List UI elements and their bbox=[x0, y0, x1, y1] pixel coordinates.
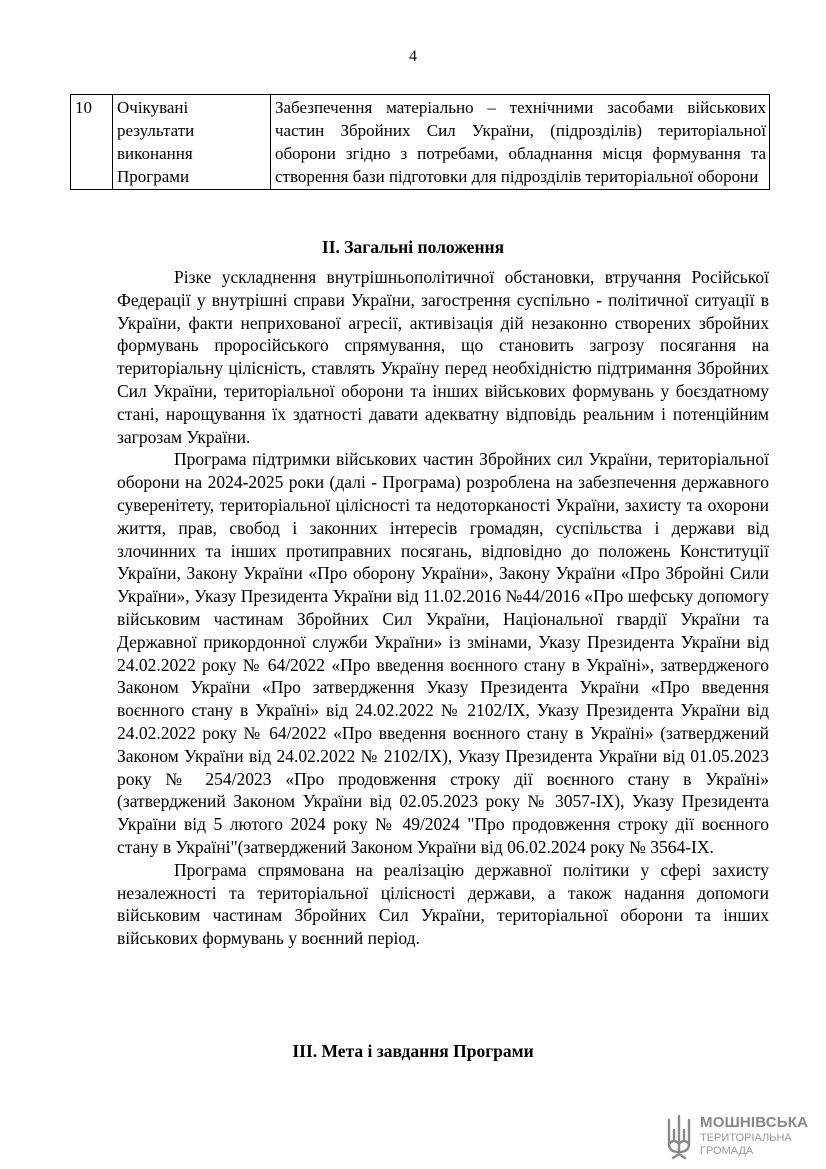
program-info-table bbox=[70, 94, 770, 190]
row-name-line: виконання bbox=[117, 144, 193, 163]
row-name-line: Очікувані bbox=[117, 98, 189, 117]
logo-title: МОШНІВСЬКА bbox=[700, 1114, 809, 1131]
section-heading-general: ІІ. Загальні положення bbox=[321, 237, 505, 257]
table-row bbox=[71, 95, 770, 190]
paragraph: Програма спрямована на реалізацію державної політики у сфері захисту незалежності та територіальної цілісності держави, а також надання допомоги військовим частинам Збройних Сил України, територіальної оборони та інших військових формувань у воєнний період. bbox=[117, 859, 769, 949]
logo-subtitle bbox=[700, 1132, 792, 1158]
paragraph: Програма підтримки військових частин Збройних сил України, територіальної оборони на 2024-2025 роки (далі - Програма) розроблена на забезпечення державного суверенітету, територіальної цілісності та недоторканості України, захисту та охорони життя, прав, свобод і законних інтересів громадян, суспільства і держави від злочинних та інших протиправних посягань, відповідно до положень Конституції України, Закону України «Про оборону України», Закону України «Про Збройні Сили України», Указу Президента України від 11.02.2016 №44/2016 «Про шефську допомогу військовим частинам Збройних Сил України, Національної гвардії України та Державної прикордонної служби України» із змінами, Указу Президента України від 24.02.2022 року № 64/2022 «Про введення воєнного стану в Україні», затвердженого Законом України «Про затвердження Указу Президента України «Про введення воєнного стану в Україні» від 24.02.2022 № 2102/ІХ, Указу Президента України від 24.02.2022 року № 64/2022 «Про введення воєнного стану в Україні» (затверджений Законом України від 24.02.2022 № 2102/ІХ), Указу Президента України від 01.05.2023 року № 254/2023 «Про продовження строку дії воєнного стану в Україні» (затверджений Законом України від 02.05.2023 року № 3057-ІХ), Указу Президента України від 5 лютого 2024 року № 49/2024 "Про продовження строку дії воєнного стану в Україні"(затверджений Законом України від 06.02.2024 року № 3564-ІХ. bbox=[117, 449, 769, 857]
row-number-cell: 10 bbox=[71, 95, 113, 190]
row-description-cell: Забезпечення матеріально – технічними засобами військових частин Збройних Сил України, (підрозділів) територіальної оборони згідно з потребами, обладнання місця формування та створення бази підготовки для підрозділів територіальної оборони bbox=[271, 95, 770, 190]
community-logo bbox=[664, 1112, 814, 1162]
row-name-line: результати bbox=[117, 121, 195, 140]
trident-icon bbox=[664, 1114, 694, 1160]
logo-subtitle-line: ГРОМАДА bbox=[700, 1145, 754, 1157]
section-heading-goals: ІІІ. Мета і завдання Програми bbox=[292, 1041, 534, 1061]
page-number: 4 bbox=[409, 48, 417, 65]
section-body-general bbox=[117, 266, 769, 950]
row-name-cell bbox=[113, 95, 271, 190]
paragraph: Різке ускладнення внутрішньополітичної обстановки, втручання Російської Федерації у внутрішні справи України, загострення суспільно - політичної ситуації в України, факти неприхованої агресії, активізація дій незаконно створених збройних формувань проросійського спрямування, що становить загрозу посягання на територіальну цілісність, ставлять Україну перед необхідністю підтримання Збройних Сил України, територіальної оборони та інших військових формувань у боєздатному стані, нарощування їх здатності давати адекватну відповідь реальним і потенційним загрозам України. bbox=[117, 267, 769, 447]
logo-subtitle-line: ТЕРИТОРІАЛЬНА bbox=[700, 1132, 792, 1144]
row-name-line: Програми bbox=[117, 167, 190, 186]
